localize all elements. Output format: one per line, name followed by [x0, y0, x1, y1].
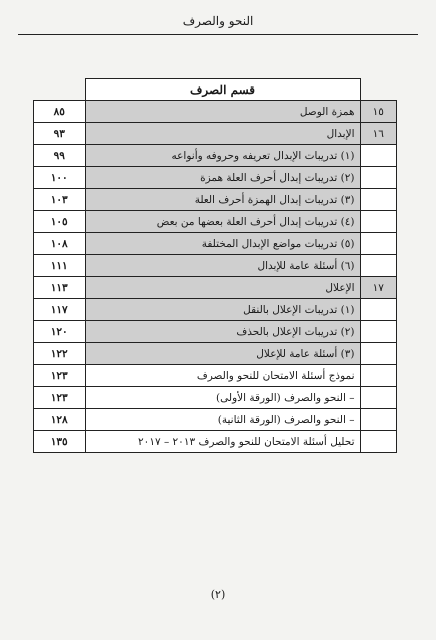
toc-row-number [360, 189, 397, 211]
toc-row-number [360, 409, 397, 431]
toc-row-title: الإبدال [85, 123, 360, 145]
toc-row [34, 145, 397, 167]
toc-row-title: (٦) أسئلة عامة للإبدال [85, 255, 360, 277]
toc-row-page: ١١١ [34, 255, 86, 277]
toc-row-number [360, 343, 397, 365]
toc-row-page: ١٠٥ [34, 211, 86, 233]
toc-row [34, 167, 397, 189]
toc-row-page: ٨٥ [34, 101, 86, 123]
toc-row [34, 123, 397, 145]
toc-row-page: ٩٣ [34, 123, 86, 145]
toc-row-number: ١٥ [360, 101, 397, 123]
running-title: النحو والصرف [182, 14, 254, 28]
contents-table [33, 78, 397, 453]
toc-row-title: تحليل أسئلة الامتحان للنحو والصرف ٢٠١٣ – ٢٠١٧ [85, 431, 360, 453]
toc-row-title: (٣) تدريبات إبدال الهمزة أحرف العلة [85, 189, 360, 211]
toc-row-number [360, 387, 397, 409]
toc-row-page: ١٢٠ [34, 321, 86, 343]
page-number: (٢) [210, 588, 226, 601]
toc-row [34, 255, 397, 277]
toc-row-title: (٣) أسئلة عامة للإعلال [85, 343, 360, 365]
toc-row-page: ١٠٠ [34, 167, 86, 189]
toc-row-number [360, 365, 397, 387]
toc-row-number: ١٧ [360, 277, 397, 299]
toc-row-title: (١) تدريبات الإبدال تعريفه وحروفه وأنواعه [85, 145, 360, 167]
toc-row [34, 343, 397, 365]
toc-row [34, 409, 397, 431]
toc-row-title: الإعلال [85, 277, 360, 299]
toc-row [34, 189, 397, 211]
section-heading: قسم الصرف [85, 79, 360, 101]
toc-row-page: ١٢٣ [34, 387, 86, 409]
toc-row [34, 211, 397, 233]
toc-row [34, 299, 397, 321]
toc-row-page: ١٠٣ [34, 189, 86, 211]
contents-body [34, 101, 397, 453]
toc-row-page: ١١٧ [34, 299, 86, 321]
toc-row-title: همزة الوصل [85, 101, 360, 123]
toc-row [34, 387, 397, 409]
toc-row-number [360, 167, 397, 189]
toc-row [34, 365, 397, 387]
toc-row-title: – النحو والصرف (الورقة الثانية) [85, 409, 360, 431]
toc-row-number [360, 431, 397, 453]
toc-row-number [360, 299, 397, 321]
toc-row-title: (٥) تدريبات مواضع الإبدال المختلفة [85, 233, 360, 255]
toc-row-title: (٢) تدريبات إبدال أحرف العلة همزة [85, 167, 360, 189]
toc-row-title: نموذج أسئلة الامتحان للنحو والصرف [85, 365, 360, 387]
toc-row [34, 233, 397, 255]
toc-row-number [360, 211, 397, 233]
toc-row-number [360, 233, 397, 255]
toc-row-page: ١٢٢ [34, 343, 86, 365]
toc-row-number [360, 145, 397, 167]
toc-row [34, 321, 397, 343]
toc-row [34, 431, 397, 453]
toc-row-title: (٤) تدريبات إبدال أحرف العلة بعضها من بعض [85, 211, 360, 233]
toc-row-page: ١٣٥ [34, 431, 86, 453]
toc-row-number [360, 321, 397, 343]
toc-row-page: ١٠٨ [34, 233, 86, 255]
toc-row-page: ١٢٣ [34, 365, 86, 387]
toc-row [34, 101, 397, 123]
toc-row-page: ١١٣ [34, 277, 86, 299]
toc-row-title: (١) تدريبات الإعلال بالنقل [85, 299, 360, 321]
toc-row-number: ١٦ [360, 123, 397, 145]
toc-row-title: (٢) تدريبات الإعلال بالحذف [85, 321, 360, 343]
toc-row-page: ١٢٨ [34, 409, 86, 431]
toc-row-page: ٩٩ [34, 145, 86, 167]
toc-row-number [360, 255, 397, 277]
toc-row-title: – النحو والصرف (الورقة الأولى) [85, 387, 360, 409]
toc-row [34, 277, 397, 299]
header-rule [18, 34, 418, 35]
